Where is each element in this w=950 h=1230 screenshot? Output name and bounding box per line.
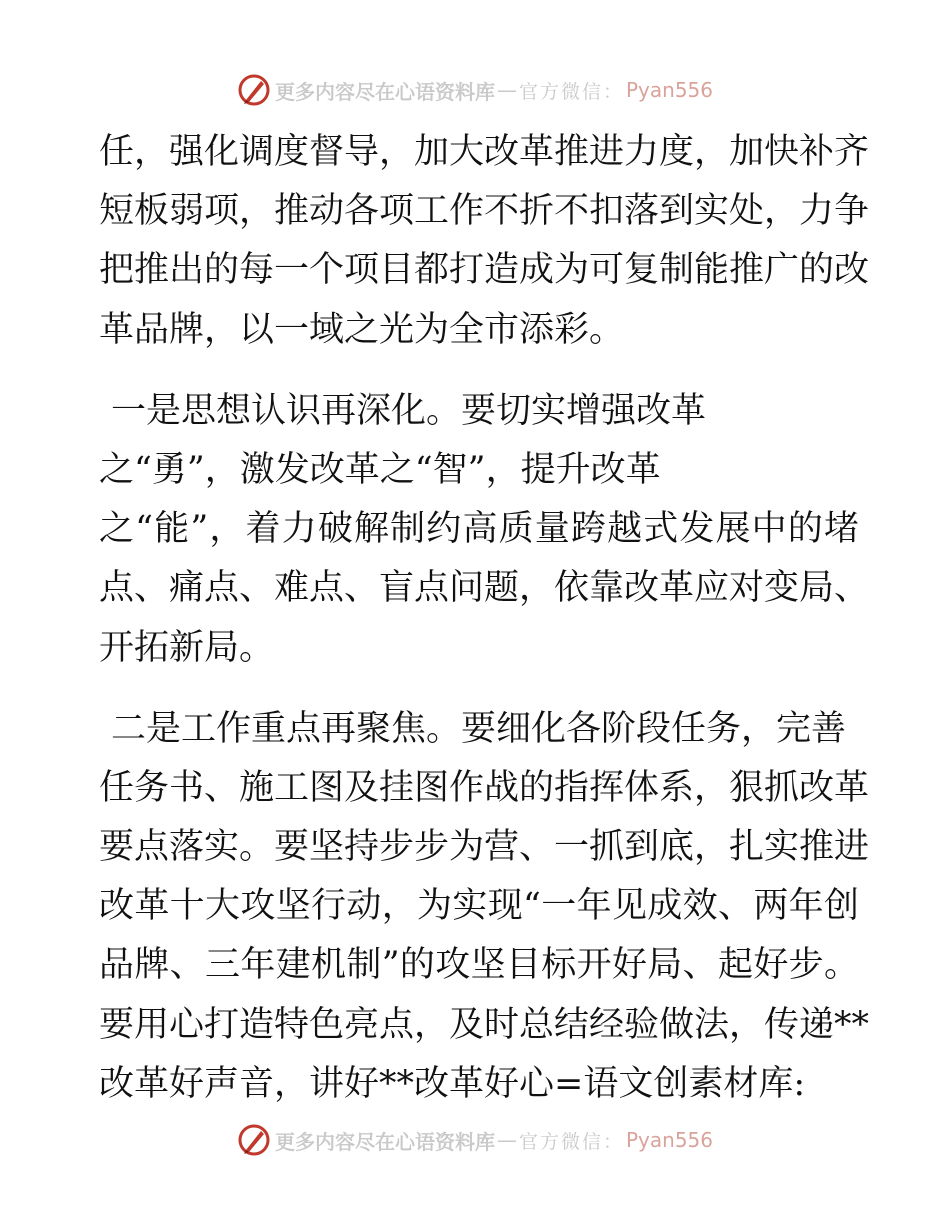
text-line: 任务书、施工图及挂图作战的指挥体系，狠抓改革 <box>99 767 870 808</box>
paragraph-gap <box>99 678 859 700</box>
document-body <box>99 123 870 1114</box>
text-line: 任，强化调度督导，加大改革推进力度，加快补齐 <box>99 132 870 172</box>
banner-wechat-label: 官方微信： <box>518 1130 624 1153</box>
text-line: 开拓新局。 <box>99 627 275 668</box>
text-line: 一是思想认识再深化。要切实增强改革 <box>111 390 707 431</box>
paragraph-2 <box>99 382 870 678</box>
text-line: 要点落实。要坚持步步为营、一抓到底，扎实推进 <box>99 827 870 868</box>
text-line: 二是工作重点再聚焦。要细化各阶段任务，完善 <box>111 708 847 749</box>
paragraph-3 <box>99 700 870 1114</box>
banner-main-text: 更多内容尽在心语资料库 <box>274 79 495 104</box>
banner-wechat-label: 官方微信： <box>518 80 624 103</box>
banner-separator: — <box>496 1128 517 1152</box>
quill-pen-logo-icon <box>237 1123 271 1157</box>
text-line: 把推出的每一个项目都打造成为可复制能推广的改 <box>99 250 870 291</box>
header-banner <box>0 70 950 110</box>
banner-separator: — <box>496 78 517 102</box>
banner-wechat-id: Pyan556 <box>626 78 714 102</box>
text-line: 改革十大攻坚行动，为实现“一年见成效、两年创 <box>99 886 859 927</box>
paragraph-gap <box>99 360 859 382</box>
footer-banner <box>0 1120 950 1160</box>
quill-pen-logo-icon <box>237 73 271 107</box>
text-line: 要用心打造特色亮点，及时总结经验做法，传递** <box>99 1004 870 1045</box>
text-line: 点、痛点、难点、盲点问题，依靠改革应对变局、 <box>99 568 870 609</box>
text-line: 改革好声音，讲好**改革好心=语文创素材库: <box>99 1063 806 1104</box>
text-line: 品牌、三年建机制”的攻坚目标开好局、起好步。 <box>99 945 859 986</box>
text-line: 短板弱项，推动各项工作不折不扣落到实处，力争 <box>99 191 870 232</box>
banner-wechat-id: Pyan556 <box>626 1128 714 1152</box>
text-line: 之“能”，着力破解制约高质量跨越式发展中的堵 <box>99 509 859 550</box>
paragraph-1 <box>99 123 870 360</box>
text-line: 革品牌，以一域之光为全市添彩。 <box>99 309 625 350</box>
banner-main-text: 更多内容尽在心语资料库 <box>274 1129 495 1154</box>
text-line: 之“勇”，激发改革之“智”，提升改革 <box>99 449 661 490</box>
